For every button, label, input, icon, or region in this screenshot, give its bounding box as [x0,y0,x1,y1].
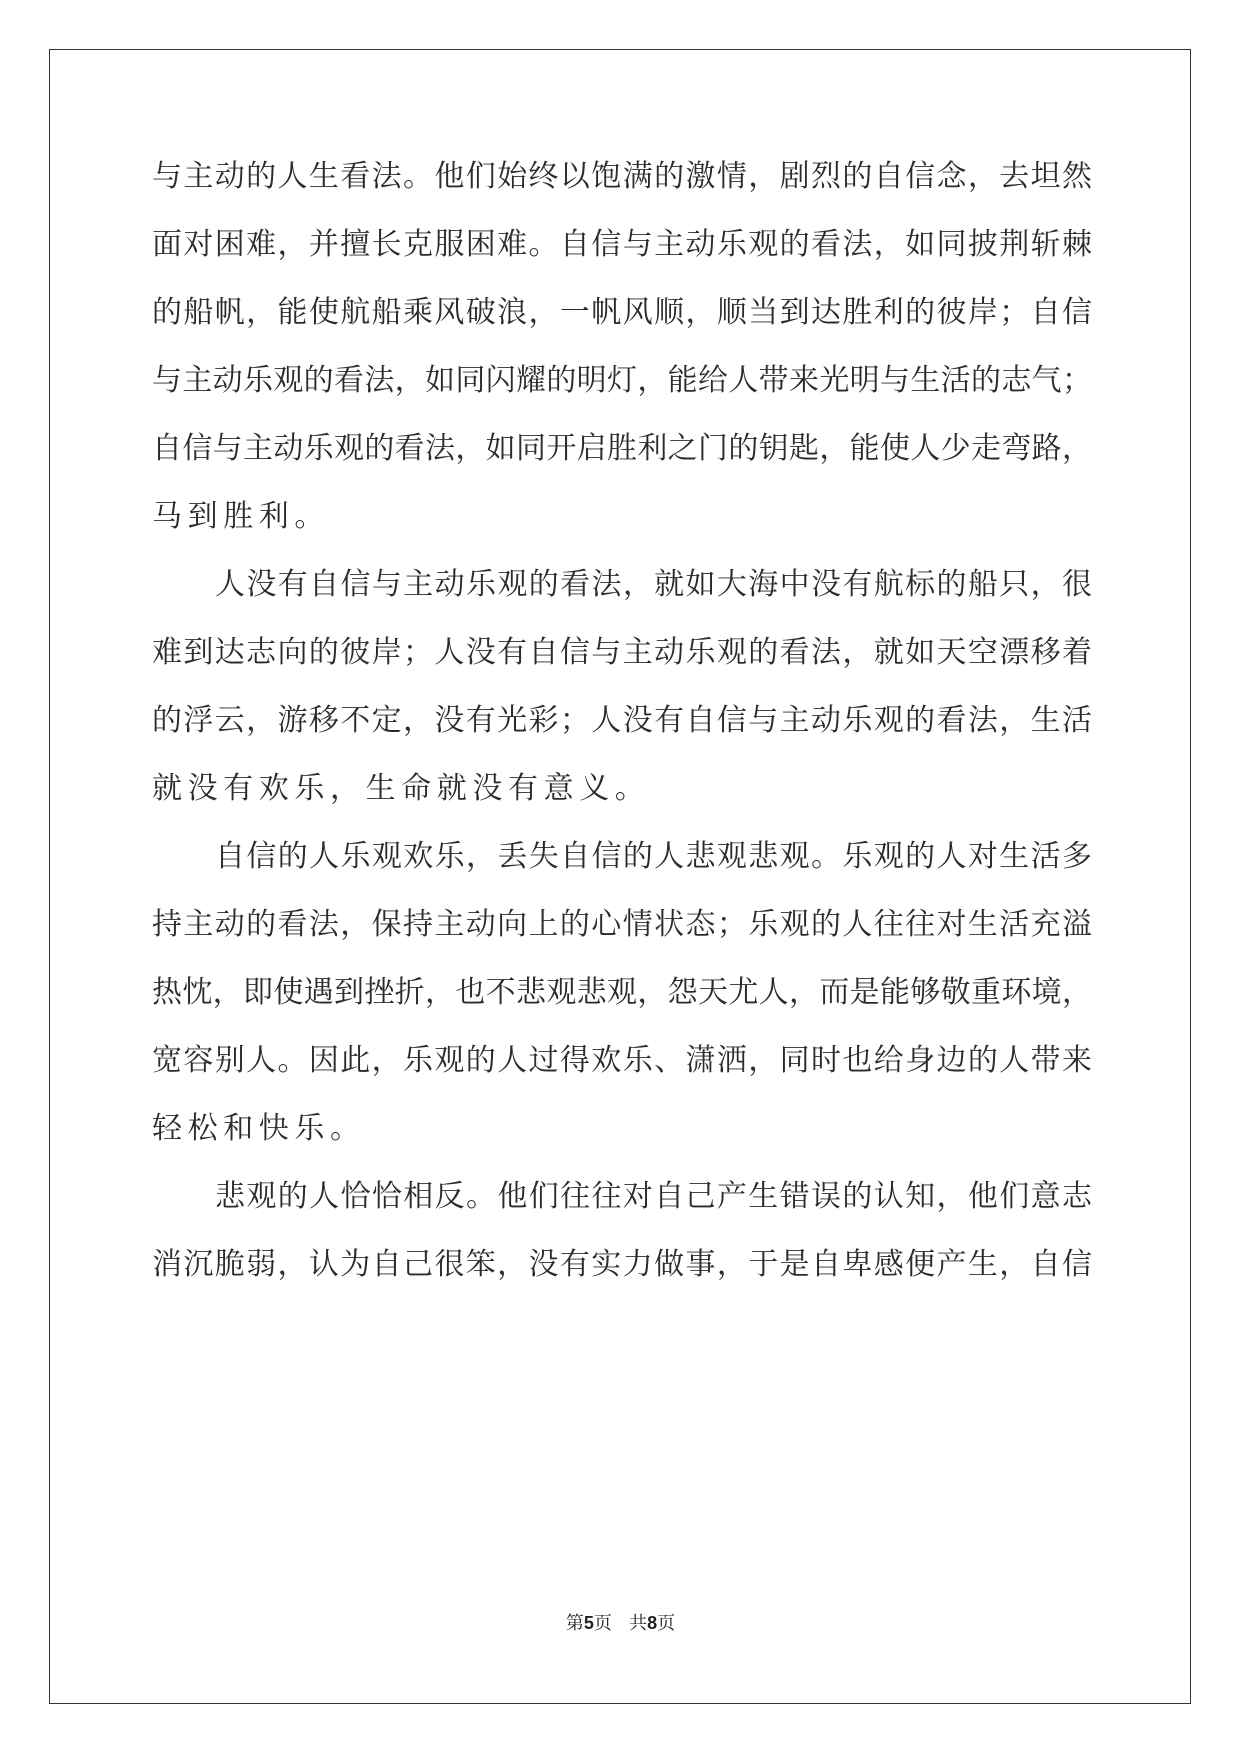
text-line: 与主动的人生看法。他们始终以饱满的激情，剧烈的自信念，去坦然 [152,159,1092,194]
text-line: 与主动乐观的看法，如同闪耀的明灯，能给人带来光明与生活的志气； [152,363,1092,398]
text-line: 热忱，即使遇到挫折，也不悲观悲观，怨天尤人，而是能够敬重环境， [152,975,1092,1010]
text-line: 自信与主动乐观的看法，如同开启胜利之门的钥匙，能使人少走弯路， [152,431,1092,466]
footer-page-mid: 页 共 [593,1613,648,1634]
footer-page-current: 5 [583,1613,594,1633]
text-line: 的船帆，能使航船乘风破浪，一帆风顺，顺当到达胜利的彼岸；自信 [152,295,1092,330]
text-line: 人没有自信与主动乐观的看法，就如大海中没有航标的船只，很 [215,567,1092,602]
text-line: 悲观的人恰恰相反。他们往往对自己产生错误的认知，他们意志 [215,1179,1092,1214]
footer-page-suffix: 页 [657,1613,676,1634]
text-line: 马到胜利。 [152,499,330,534]
text-line: 消沉脆弱，认为自己很笨，没有实力做事，于是自卑感便产生，自信 [152,1247,1092,1282]
text-line: 面对困难，并擅长克服困难。自信与主动乐观的看法，如同披荆斩棘 [152,227,1092,262]
text-line: 就没有欢乐，生命就没有意义。 [152,771,651,806]
text-line: 轻松和快乐。 [152,1111,366,1146]
footer-page-total: 8 [647,1613,658,1633]
text-line: 自信的人乐观欢乐，丢失自信的人悲观悲观。乐观的人对生活多 [215,839,1092,874]
text-line: 难到达志向的彼岸；人没有自信与主动乐观的看法，就如天空漂移着 [152,635,1092,670]
page-footer [0,1611,1241,1636]
text-line: 持主动的看法，保持主动向上的心情状态；乐观的人往往对生活充溢 [152,907,1092,942]
text-line: 宽容别人。因此，乐观的人过得欢乐、潇洒，同时也给身边的人带来 [152,1043,1092,1078]
text-line: 的浮云，游移不定，没有光彩；人没有自信与主动乐观的看法，生活 [152,703,1092,738]
footer-page-prefix: 第 [565,1613,584,1634]
